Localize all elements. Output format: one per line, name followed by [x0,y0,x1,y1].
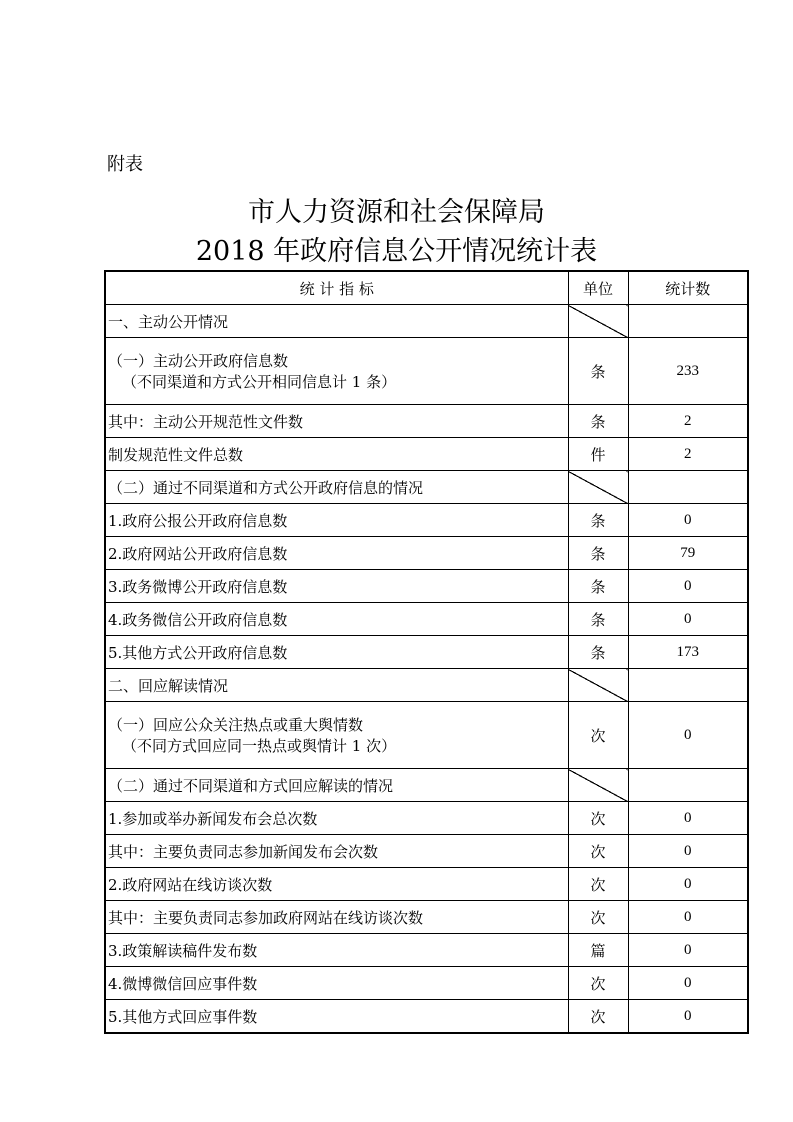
indicator-cell [105,438,568,471]
unit-cell: 次 [568,901,628,934]
indicator-label: （一）主动公开政府信息数 [108,352,289,370]
unit-cell-slashed [568,669,628,702]
count-cell: 0 [628,967,748,1000]
indicator-label: （二）通过不同渠道和方式公开政府信息的情况 [108,478,424,497]
page-title: 市人力资源和社会保障局 [248,197,545,228]
statistics-table [104,270,749,1034]
table-row [105,438,748,471]
table-row [105,603,748,636]
indicator-label: 其中：主动公开规范性文件数 [108,412,304,431]
table-row [105,504,748,537]
indicator-cell [105,405,568,438]
annex-label: 附表 [107,154,143,175]
count-cell: 0 [628,702,748,769]
indicator-note: （不同方式回应同一热点或舆情计 1 次） [122,737,397,755]
unit-cell: 条 [568,338,628,405]
count-cell: 2 [628,438,748,471]
count-cell: 79 [628,537,748,570]
unit-cell: 条 [568,636,628,669]
table-row [105,338,748,405]
indicator-label: 5.其他方式回应事件数 [108,1007,258,1026]
indicator-cell [105,471,568,504]
count-cell [628,769,748,802]
count-cell: 0 [628,802,748,835]
indicator-cell [105,901,568,934]
indicator-label: 二、回应解读情况 [108,676,229,695]
table-row [105,636,748,669]
indicator-cell [105,570,568,603]
page-subtitle: 2018 年政府信息公开情况统计表 [195,236,598,267]
unit-cell: 条 [568,603,628,636]
table-row [105,305,748,338]
indicator-label: 一、主动公开情况 [108,312,229,331]
table-row [105,669,748,702]
indicator-label: 其中：主要负责同志参加政府网站在线访谈次数 [108,908,424,927]
count-cell: 0 [628,1000,748,1034]
table-row [105,537,748,570]
unit-cell-slashed [568,305,628,338]
indicator-label: 2.政府网站在线访谈次数 [108,875,273,894]
unit-cell-slashed [568,769,628,802]
table-row [105,868,748,901]
indicator-cell [105,769,568,802]
header-indicator: 统 计 指 标 [105,271,568,305]
unit-cell: 条 [568,405,628,438]
indicator-cell [105,636,568,669]
count-cell: 2 [628,405,748,438]
indicator-cell [105,338,568,405]
unit-cell: 次 [568,967,628,1000]
unit-cell: 条 [568,504,628,537]
header-count: 统计数 [628,271,748,305]
indicator-cell [105,1000,568,1034]
count-cell [628,471,748,504]
table-header-row [105,271,748,305]
indicator-label: 2.政府网站公开政府信息数 [108,544,288,563]
indicator-label: 5.其他方式公开政府信息数 [108,643,288,662]
count-cell: 0 [628,603,748,636]
unit-cell: 件 [568,438,628,471]
indicator-label: 3.政策解读稿件发布数 [108,941,258,960]
table-row [105,934,748,967]
count-cell [628,305,748,338]
table-row [105,702,748,769]
indicator-cell [105,504,568,537]
table-row [105,570,748,603]
count-cell: 0 [628,901,748,934]
count-cell: 233 [628,338,748,405]
indicator-label: 4.政务微信公开政府信息数 [108,610,288,629]
table-row [105,835,748,868]
indicator-cell [105,537,568,570]
unit-cell: 条 [568,537,628,570]
indicator-label: 其中：主要负责同志参加新闻发布会次数 [108,842,379,861]
table-row [105,769,748,802]
unit-cell: 次 [568,868,628,901]
indicator-cell [105,802,568,835]
count-cell: 0 [628,835,748,868]
count-cell [628,669,748,702]
indicator-cell [105,669,568,702]
unit-cell-slashed [568,471,628,504]
unit-cell: 条 [568,570,628,603]
indicator-cell [105,702,568,769]
indicator-label: （一）回应公众关注热点或重大舆情数 [108,716,364,734]
unit-cell: 次 [568,802,628,835]
indicator-cell [105,835,568,868]
indicator-cell [105,603,568,636]
count-cell: 0 [628,934,748,967]
indicator-cell [105,967,568,1000]
table-row [105,967,748,1000]
indicator-cell [105,934,568,967]
header-unit: 单位 [568,271,628,305]
count-cell: 0 [628,868,748,901]
indicator-note: （不同渠道和方式公开相同信息计 1 条） [122,373,397,391]
table-body [105,305,748,1034]
count-cell: 0 [628,504,748,537]
indicator-label: 4.微博微信回应事件数 [108,974,258,993]
count-cell: 0 [628,570,748,603]
indicator-label: 1.参加或举办新闻发布会总次数 [108,809,318,828]
count-cell: 173 [628,636,748,669]
unit-cell: 次 [568,1000,628,1034]
table-row [105,901,748,934]
indicator-cell [105,305,568,338]
unit-cell: 篇 [568,934,628,967]
indicator-label: 3.政务微博公开政府信息数 [108,577,288,596]
indicator-label: （二）通过不同渠道和方式回应解读的情况 [108,776,394,795]
indicator-label: 制发规范性文件总数 [108,445,244,464]
table-row [105,471,748,504]
table-row [105,802,748,835]
indicator-cell [105,868,568,901]
unit-cell: 次 [568,835,628,868]
unit-cell: 次 [568,702,628,769]
table-row [105,405,748,438]
table-row [105,1000,748,1034]
indicator-label: 1.政府公报公开政府信息数 [108,511,288,530]
